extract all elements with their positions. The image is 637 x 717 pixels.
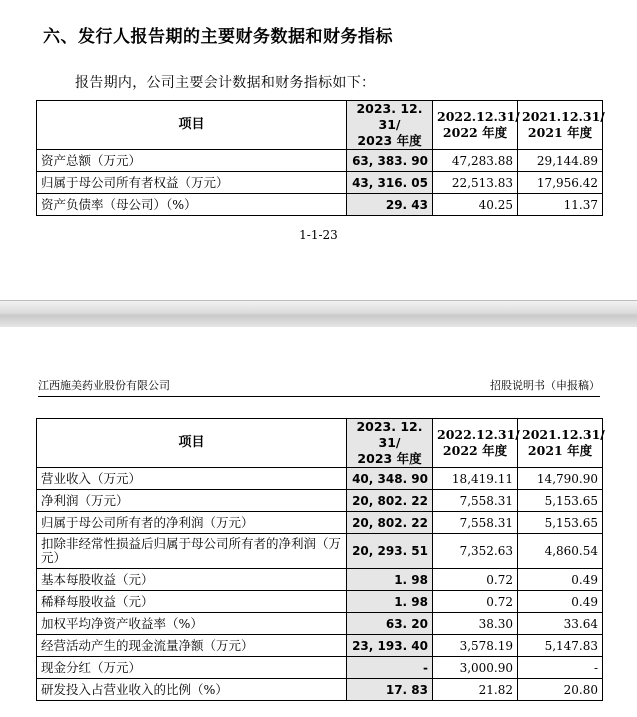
row-item: 研发投入占营业收入的比例（%） [37,679,347,701]
row-value-2022: 7,352.63 [433,534,518,569]
table-row [37,591,603,613]
row-item: 资产负债率（母公司）（%） [37,194,347,216]
row-value-2022: 7,558.31 [433,512,518,534]
header-2022-line2: 2022 年度 [442,443,508,458]
table-row [37,613,603,635]
header-2021-line2: 2021 年度 [527,443,593,458]
page-top [0,0,637,300]
table-header-row [37,101,603,150]
header-item: 项目 [37,101,347,150]
header-2022-line2: 2022 年度 [442,125,508,140]
row-value-2023: 20, 802. 22 [347,490,433,512]
row-value-2022: 22,513.83 [433,172,518,194]
row-value-2021: 0.49 [518,591,603,613]
row-value-2021: 5,153.65 [518,512,603,534]
header-2023 [347,419,433,468]
row-value-2023: 1. 98 [347,591,433,613]
table-row [37,534,603,569]
row-item: 基本每股收益（元） [37,569,347,591]
row-value-2023: 43, 316. 05 [347,172,433,194]
table-header-row [37,419,603,468]
row-item: 经营活动产生的现金流量净额（万元） [37,635,347,657]
document-type: 招股说明书（申报稿） [490,379,600,392]
header-2021-line1: 2021.12.31/ [522,109,605,124]
header-2023-line2: 2023 年度 [357,451,422,466]
row-value-2021: 14,790.90 [518,468,603,490]
table-row [37,172,603,194]
header-2023-line1: 2023. 12. 31/ [356,101,423,132]
row-value-2021: 4,860.54 [518,534,603,569]
row-value-2023: 63. 20 [347,613,433,635]
row-value-2022: 0.72 [433,569,518,591]
row-value-2023: - [347,657,433,679]
table-row [37,194,603,216]
row-item: 资产总额（万元） [37,150,347,172]
header-item: 项目 [37,419,347,468]
table-row [37,635,603,657]
intro-text: 报告期内，公司主要会计数据和财务指标如下： [75,75,376,91]
row-item: 归属于母公司所有者权益（万元） [37,172,347,194]
row-value-2022: 38.30 [433,613,518,635]
row-value-2022: 21.82 [433,679,518,701]
header-2023-line1: 2023. 12. 31/ [356,419,423,450]
header-2021-line1: 2021.12.31/ [522,427,605,442]
row-item: 加权平均净资产收益率（%） [37,613,347,635]
header-2021 [518,101,603,150]
header-2021 [518,419,603,468]
table-row [37,569,603,591]
table-row [37,512,603,534]
row-value-2022: 7,558.31 [433,490,518,512]
row-value-2021: 20.80 [518,679,603,701]
row-value-2022: 3,000.90 [433,657,518,679]
row-item: 现金分红（万元） [37,657,347,679]
row-value-2023: 17. 83 [347,679,433,701]
row-item: 扣除非经常性损益后归属于母公司所有者的净利润（万元） [37,534,347,569]
row-value-2022: 40.25 [433,194,518,216]
page-number: 1-1-23 [299,228,338,242]
row-value-2023: 1. 98 [347,569,433,591]
row-value-2023: 23, 193. 40 [347,635,433,657]
page-separator [0,300,637,328]
table-row [37,679,603,701]
row-value-2023: 20, 293. 51 [347,534,433,569]
financial-table-1 [36,100,603,216]
row-value-2023: 40, 348. 90 [347,468,433,490]
header-2022-line1: 2022.12.31/ [437,109,520,124]
row-value-2021: 29,144.89 [518,150,603,172]
header-2022-line1: 2022.12.31/ [437,427,520,442]
row-value-2023: 20, 802. 22 [347,512,433,534]
row-value-2022: 18,419.11 [433,468,518,490]
row-item: 归属于母公司所有者的净利润（万元） [37,512,347,534]
table-row [37,490,603,512]
table-row [37,657,603,679]
financial-table-2 [36,418,603,701]
header-2022 [433,101,518,150]
company-name: 江西施美药业股份有限公司 [38,379,170,392]
header-2022 [433,419,518,468]
row-value-2022: 3,578.19 [433,635,518,657]
row-item: 营业收入（万元） [37,468,347,490]
row-value-2021: - [518,657,603,679]
table-row [37,150,603,172]
row-value-2021: 33.64 [518,613,603,635]
row-value-2021: 0.49 [518,569,603,591]
row-item: 净利润（万元） [37,490,347,512]
header-2021-line2: 2021 年度 [527,125,593,140]
row-value-2021: 5,147.83 [518,635,603,657]
row-value-2021: 5,153.65 [518,490,603,512]
row-item: 稀释每股收益（元） [37,591,347,613]
page-bottom [0,327,637,717]
row-value-2022: 47,283.88 [433,150,518,172]
header-2023 [347,101,433,150]
running-header [38,377,600,397]
row-value-2023: 29. 43 [347,194,433,216]
header-2023-line2: 2023 年度 [357,133,422,148]
row-value-2021: 17,956.42 [518,172,603,194]
row-value-2021: 11.37 [518,194,603,216]
section-title: 六、发行人报告期的主要财务数据和财务指标 [43,27,393,47]
table-row [37,468,603,490]
row-value-2023: 63, 383. 90 [347,150,433,172]
row-value-2022: 0.72 [433,591,518,613]
